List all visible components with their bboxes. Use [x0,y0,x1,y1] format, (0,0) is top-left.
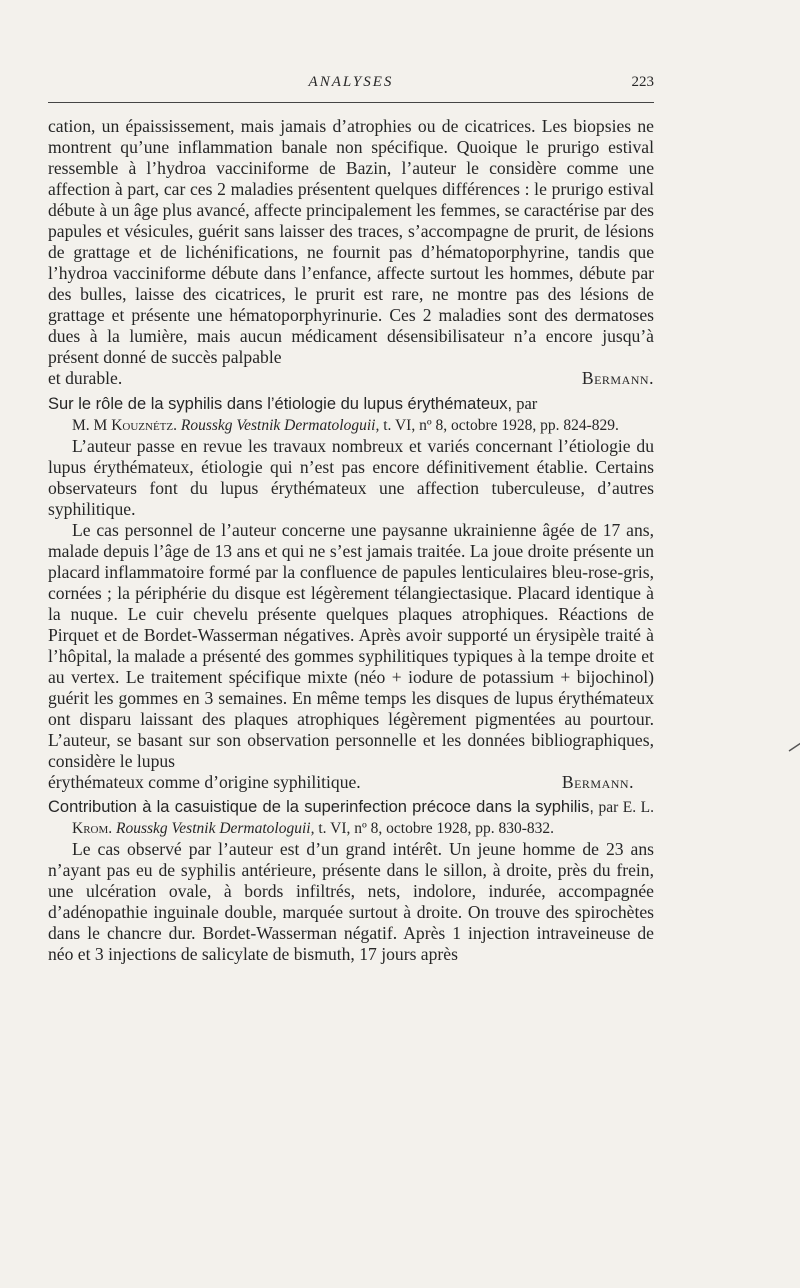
page-body [48,116,654,965]
continuation-text: cation, un épaississement, mais jamais d’atrophies ou de cicatrices. Les biopsies ne montrent qu’une inflammation banale non spécifique. Quoique le prurigo estival ressemble à l’hydroa vacciniforme de Bazin, l’auteur le considère comme une affection à part, car ces 2 maladies présentent quelques différences : le prurigo estival débute à un âge plus avancé, affecte principalement les femmes, se caractérise par des papules et vésicules, guérit sans laisser des traces, s’accompagne de prurit, de lésions de grattage et de lichénifications, ne fournit pas d’hématoporphyrine, tandis que l’hydroa vacciniforme débute dans l’enfance, affecte surtout les hommes, débute par des bulles, laisse des cicatrices, le prurit est rare, ne montre pas des lésions de grattage et présente une hématoporphyrinurie. Ces 2 maladies sont des dermatoses dues à la lumière, mais aucun médicament désensibilisateur n’a encore jusqu’à présent donné de succès palpable [48,116,654,367]
article1-paragraph-2: Le cas personnel de l’auteur concerne une paysanne ukrainienne âgée de 17 ans, malade depuis l’âge de 13 ans et qui ne s’est jamais traitée. La joue droite présente un placard inflammatoire formé par la confluence de papules lenticulaires bleu-rose-gris, cornées ; la périphérie du disque est légèrement télangiectasique. Placard identique à la nuque. Le cuir chevelu présente quelques plaques atrophiques. Réactions de Pirquet et de Bordet-Wasserman négatives. Après avoir supporté un érysipèle traité à l’hôpital, la malade a présenté des gommes syphilitiques typiques à la tempe droite et au vertex. Le traitement spécifique mixte (néo + iodure de potassium + bijochinol) guérit les gommes en 3 semaines. En même temps les disques de lupus érythémateux ont disparu laissant des plaques atrophiques légèrement pigmentées au pourtour. L’auteur, se basant sur son observation personnelle et les données bibliographiques, considère le lupus [48,520,654,771]
article2-par: par [593,799,623,816]
continuation-last-line [48,368,654,389]
article1-author: Kouznétz. [111,417,177,434]
article2-author: E. L. Krom. [72,799,655,837]
article2-title: Contribution à la casuistique de la superinfection précoce dans la syphilis, [48,798,594,816]
signature: Bermann. [561,772,634,792]
header-rule [48,102,654,103]
article1-ref: t. VI, nº 8, octobre 1928, pp. 824-829. [379,417,619,434]
article1-last-text: érythémateux comme d’origine syphilitique. [48,772,361,792]
article-title [48,797,654,839]
article1-author-prefix: M. M [72,417,112,434]
signature: Bermann. [581,368,654,388]
article2-journal: Rousskg Vestnik Dermatologuii, [112,820,315,837]
article2-ref: t. VI, nº 8, octobre 1928, pp. 830-832. [314,820,555,837]
running-title: ANALYSES [308,74,394,90]
page-number: 223 [631,74,654,90]
article1-par: par [512,394,538,413]
continuation-paragraph [48,116,654,368]
article1-paragraph-1: L’auteur passe en revue les travaux nombreux et variés concernant l’étiologie du lupus érythémateux, étiologie qui n’est pas encore définitivement établie. Certains observateurs font du lupus érythémateux une affection tuberculeuse, d’autres syphilitique. [48,436,654,519]
article1-reference [72,417,619,434]
article1-journal: Rousskg Vestnik Dermatologuii, [176,417,380,434]
continuation-last-text: et durable. [48,368,123,388]
article-title [48,393,654,436]
margin-mark [788,742,800,752]
page-header [48,74,654,98]
article2-paragraph-1: Le cas observé par l’auteur est d’un grand intérêt. Un jeune homme de 23 ans n’ayant pas eu de syphilis antérieure, présente dans le sillon, à droite, près du frein, une ulcération ovale, à bords infiltrés, nets, indolore, indurée, accompagnée d’adénopathie inguinale double, marquée surtout à droite. On trouve des spirochètes dans le chancre dur. Bordet-Wasserman négatif. Après 1 injection intraveineuse de néo et 3 injections de salicylate de bismuth, 17 jours après [48,839,654,964]
article1-last-line [48,772,654,793]
article1-title: Sur le rôle de la syphilis dans l’étiologie du lupus érythémateux, [48,395,513,413]
